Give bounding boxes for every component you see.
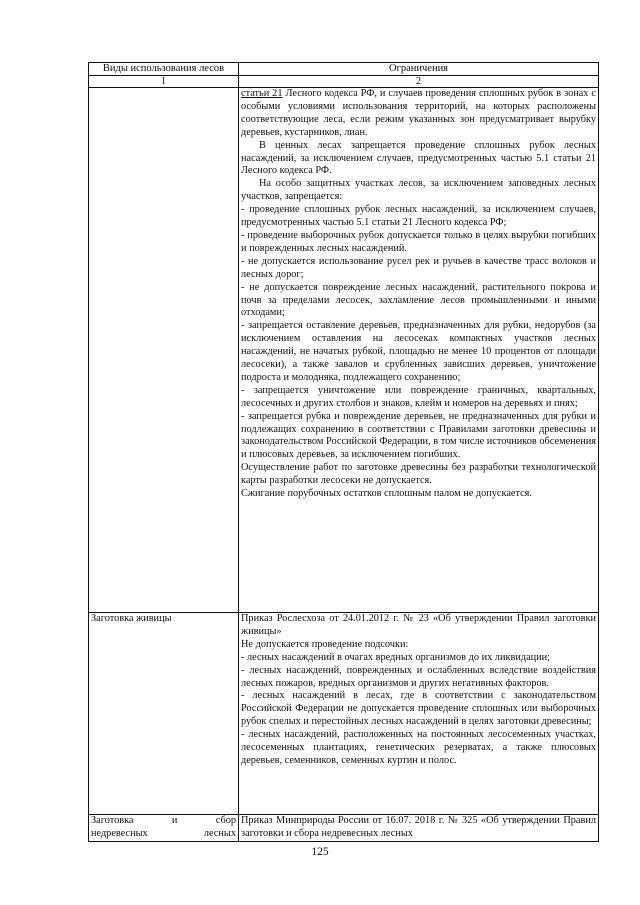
paragraph: Не допускается проведение подсочки: [241,638,409,650]
forest-use-cell [89,88,239,613]
table-row [89,88,599,613]
column-number-1: 1 [89,76,239,88]
table-header-row [89,63,599,76]
table-row [89,613,599,815]
header-restrictions: Ограничения [239,63,599,76]
paragraph: статьи 21 Лесного кодекса РФ, и случаев проведения сплошных рубок в зонах с особыми условиями использования территорий, на которых расположены соответствующие леса, если режим указанных зон предусматривает вырубку деревьев, кустарников, лиан. [241,88,597,138]
header-forest-use-types: Виды использования лесов [89,63,239,76]
page-number: 125 [311,846,329,858]
list-item: - проведение сплошных рубок лесных насаждений, за исключением случаев, предусмотренных частью 5.1 статьи 21 Лесного кодекса РФ; [241,204,596,229]
list-item: - запрещается рубка и повреждение деревьев, не предназначенных для рубки и подлежащих сохранению в соответствии с Правилами заготовки древесины и законодательством Российской Федерации, в том числе источников обсеменения и плюсовых деревьев, за исключением погибших. [241,410,596,461]
list-item: - лесных насаждений в лесах, где в соответствии с законодательством Российской Федерации не допускается проведение сплошных или выборочных рубок спелых и перестойных лесных насаждений в целях заготовки древесины; [241,690,596,728]
paragraph: Приказ Минприроды России от 16.07. 2018 г. № 325 «Об утверждении Правил заготовки и сбора недревесных лесных [241,815,596,839]
paragraph: В ценных лесах запрещается проведение сплошных рубок лесных насаждений, за исключением случаев, предусмотренных частью 5.1 статьи 21 Лесного кодекса РФ. [241,139,596,177]
forest-use-cell: Заготовка живицы [89,613,239,815]
list-item: - лесных насаждений, поврежденных и ослабленных вследствие воздействия лесных пожаров, вредных организмов и других негативных факторов. [241,664,596,689]
list-item: - запрещается уничтожение или повреждение граничных, квартальных, лесосечных и других столбов и знаков, клейм и номеров на деревьях и пнях; [241,384,596,409]
column-number-row [89,76,599,88]
article-link: статьи 21 [241,88,283,99]
restrictions-cell [239,815,599,842]
forest-use-cell: Заготовка и сбор недревесных лесных [89,815,239,842]
paragraph: Сжигание порубочных остатков сплошным палом не допускается. [241,488,532,500]
list-item: - не допускается повреждение лесных насаждений, растительного покрова и почв за пределами лесосек, захламление лесов промышленными и иными отходами; [241,281,596,319]
list-item: - лесных насаждений, расположенных на постоянных лесосеменных участках, лесосеменных плантациях, генетических резерватах, а также плюсовых деревьев, семенников, семенных куртин и полос. [241,729,596,766]
table-row [89,815,599,842]
paragraph: На особо защитных участках лесов, за исключением заповедных лесных участков, запрещается: [241,178,596,203]
restrictions-cell [239,88,599,613]
restrictions-table [88,62,599,842]
list-item: - проведение выборочных рубок допускается только в целях вырубки погибших и поврежденных лесных насаждений. [241,229,596,254]
paragraph: Приказ Рослесхоза от 24.01.2012 г. № 23 «Об утверждении Правил заготовки живицы» [241,613,596,637]
list-item: - лесных насаждений в очагах вредных организмов до их ликвидации; [241,651,551,663]
column-number-2: 2 [239,76,599,88]
restrictions-cell [239,613,599,815]
paragraph: Осуществление работ по заготовке древесины без разработки технологической карты разработки лесосеки не допускается. [241,462,596,487]
list-item: - запрещается оставление деревьев, предназначенных для рубки, недорубов (за исключением оставления на лесосеках компактных участков лесных насаждений, не начатых рубкой, площадью не менее 10 процентов от площади лесосеки), а также завалов и срубленных зависших деревьев, уничтожение подроста и молодняка, подлежащего сохранению; [241,320,596,383]
list-item: - не допускается использование русел рек и ручьев в качестве трасс волоков и лесных дорог; [241,255,596,280]
